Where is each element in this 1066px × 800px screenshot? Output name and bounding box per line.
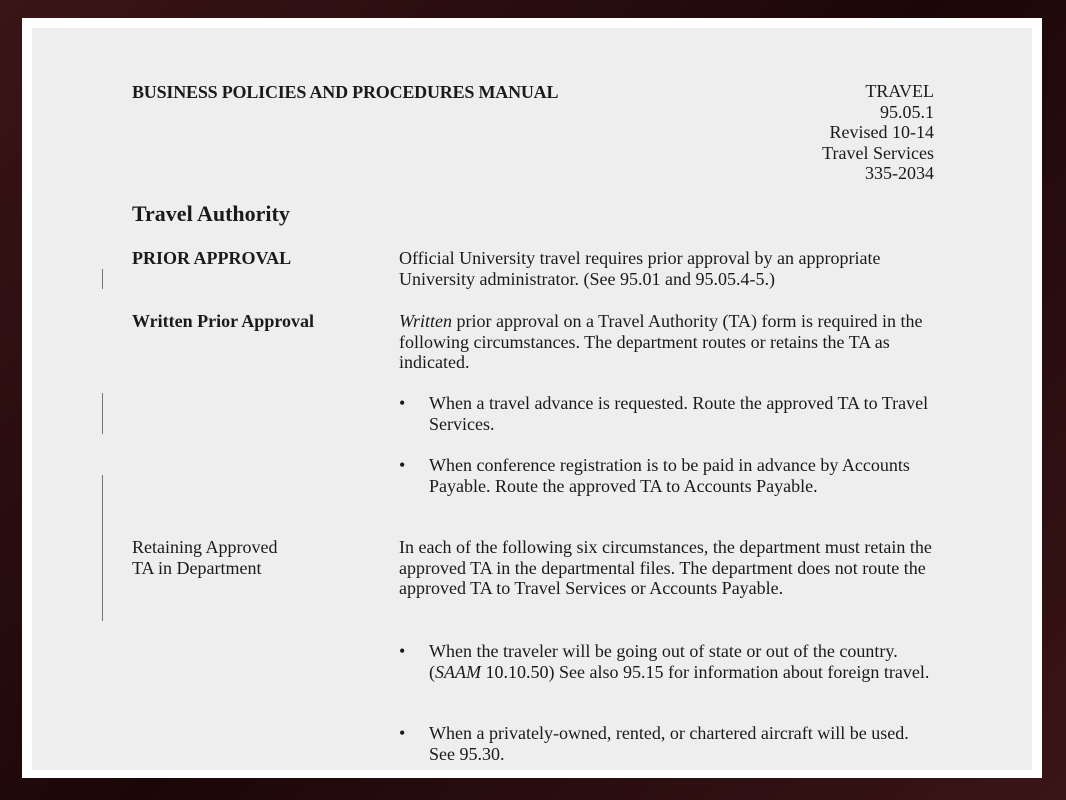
header-info [822, 81, 934, 184]
written-rest: prior approval on a Travel Authority (TA) form is required in the following circumstances. The department routes or retains the TA as indicated. [399, 311, 923, 372]
bullet-icon: • [399, 723, 406, 743]
saam-italic: SAAM [435, 661, 481, 682]
list-item-text: When a privately-owned, rented, or chartered aircraft will be used. See 95.30. [429, 723, 909, 764]
list-item-text: When conference registration is to be paid in advance by Accounts Payable. Route the approved TA to Accounts Payable. [429, 455, 910, 496]
bullet-icon: • [399, 393, 406, 413]
list-item-text [429, 641, 939, 682]
retaining-label [132, 537, 382, 578]
header-office: Travel Services [822, 142, 934, 163]
written-italic: Written [399, 311, 452, 331]
manual-title: BUSINESS POLICIES AND PROCEDURES MANUAL [132, 82, 559, 102]
revision-bar [102, 269, 103, 289]
header-phone: 335-2034 [865, 163, 934, 183]
prior-approval-text: Official University travel requires prior approval by an appropriate University administrator. (See 95.01 and 95.05.4-5.) [399, 248, 881, 289]
page-title: Travel Authority [132, 201, 290, 226]
list-item-text: When a travel advance is requested. Route the approved TA to Travel Services. [429, 393, 929, 434]
list-item-text-part: When the traveler will be going out of state or out of the country. ( [429, 641, 898, 682]
prior-approval-label: PRIOR APPROVAL [132, 248, 292, 268]
revision-bar [102, 475, 103, 621]
retaining-text: In each of the following six circumstances, the department must retain the approved TA in the departmental files. The department does not route the approved TA to Travel Services or Accounts Payable. [399, 537, 932, 598]
header-number: 95.05.1 [880, 101, 934, 122]
bullet-icon: • [399, 641, 406, 661]
header-revised: Revised 10-14 [829, 122, 934, 142]
document-page [32, 28, 1032, 770]
header-section: TRAVEL [865, 81, 934, 101]
list-item-text-part: 10.10.50) See also 95.15 for information about foreign travel. [480, 661, 930, 682]
retaining-label-line2: TA in Department [132, 557, 262, 578]
retaining-label-line1: Retaining Approved [132, 537, 278, 557]
written-approval-label: Written Prior Approval [132, 311, 314, 331]
written-approval-text [399, 311, 939, 373]
bullet-icon: • [399, 455, 406, 475]
revision-bar [102, 393, 103, 434]
